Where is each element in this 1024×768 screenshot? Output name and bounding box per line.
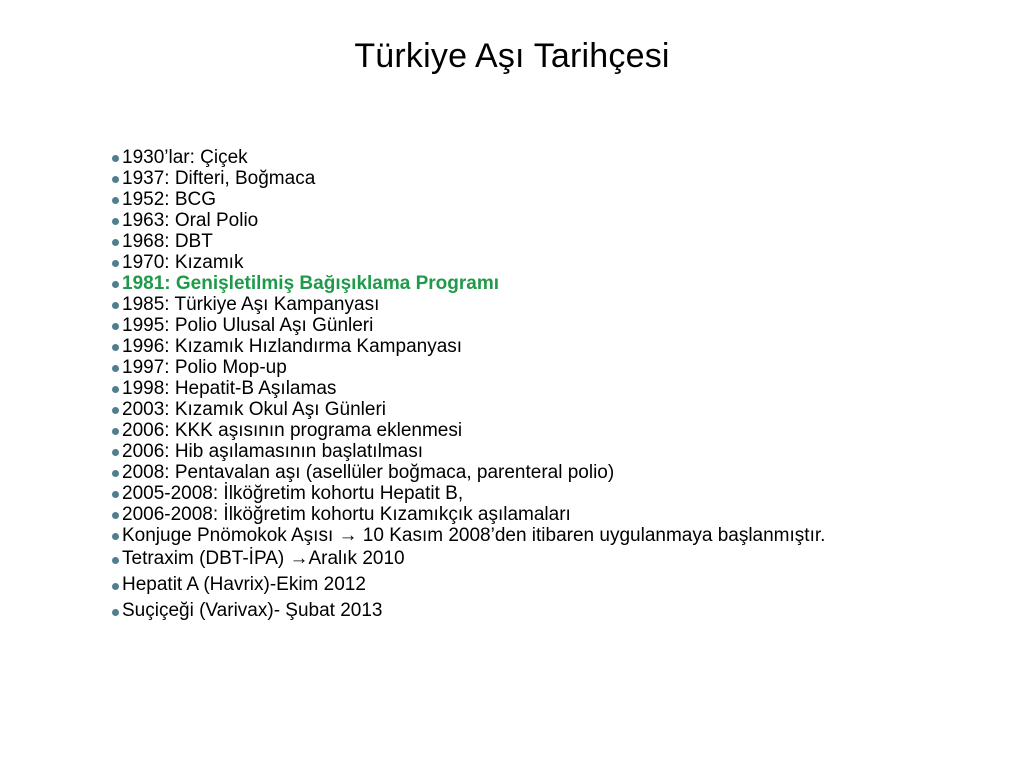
list-item-text: 1970: Kızamık	[122, 252, 244, 273]
list-item	[112, 462, 1012, 483]
list-item-text: 2006: KKK aşısının programa eklenmesi	[122, 420, 463, 441]
list-item	[112, 210, 1012, 231]
list-item-text: 1937: Difteri, Boğmaca	[122, 168, 316, 189]
list-item-text: 1963: Oral Polio	[122, 210, 259, 231]
list-item-text: Suçiçeği (Varivax)- Şubat 2013	[122, 600, 383, 621]
bullet-icon	[112, 470, 119, 477]
bullet-icon	[112, 491, 119, 498]
vaccine-history-list	[112, 147, 1012, 624]
bullet-icon	[112, 512, 119, 519]
list-item	[112, 189, 1012, 210]
list-item	[112, 315, 1012, 336]
list-item-text: Hepatit A (Havrix)-Ekim 2012	[122, 574, 366, 595]
list-item-text: Konjuge Pnömokok Aşısı → 10 Kasım 2008’den itibaren uygulanmaya başlanmıştır.	[122, 525, 826, 546]
bullet-icon	[112, 323, 119, 330]
list-item-text: 1997: Polio Mop-up	[122, 357, 287, 378]
list-item-text: 1996: Kızamık Hızlandırma Kampanyası	[122, 336, 463, 357]
list-item	[112, 252, 1012, 273]
list-item	[112, 598, 1012, 624]
list-item	[112, 441, 1012, 462]
list-item	[112, 572, 1012, 598]
list-item-text: 1985: Türkiye Aşı Kampanyası	[122, 294, 380, 315]
list-item	[112, 399, 1012, 420]
list-item	[112, 231, 1012, 252]
bullet-icon	[112, 365, 119, 372]
bullet-icon	[112, 386, 119, 393]
bullet-icon	[112, 260, 119, 267]
bullet-icon	[112, 609, 119, 616]
bullet-icon	[112, 428, 119, 435]
list-item	[112, 168, 1012, 189]
bullet-icon	[112, 583, 119, 590]
bullet-icon	[112, 218, 119, 225]
bullet-icon	[112, 533, 119, 540]
slide-title: Türkiye Aşı Tarihçesi	[354, 37, 670, 75]
list-item-text: 1968: DBT	[122, 231, 213, 252]
list-item-text: 2006: Hib aşılamasının başlatılması	[122, 441, 423, 462]
list-item-text: 1995: Polio Ulusal Aşı Günleri	[122, 315, 374, 336]
bullet-icon	[112, 155, 119, 162]
bullet-icon	[112, 239, 119, 246]
list-item	[112, 357, 1012, 378]
list-item	[112, 336, 1012, 357]
list-item-text: 1981: Genişletilmiş Bağışıklama Programı	[122, 273, 500, 294]
bullet-icon	[112, 302, 119, 309]
list-item	[112, 504, 1012, 525]
list-item	[112, 147, 1012, 168]
list-item-text: 1930’lar: Çiçek	[122, 147, 248, 168]
list-item	[112, 378, 1012, 399]
bullet-icon	[112, 281, 119, 288]
list-item-text: 2008: Pentavalan aşı (asellüler boğmaca, parenteral polio)	[122, 462, 615, 483]
list-item	[112, 483, 1012, 504]
bullet-icon	[112, 176, 119, 183]
list-item	[112, 420, 1012, 441]
list-item	[112, 294, 1012, 315]
bullet-icon	[112, 197, 119, 204]
list-item-text: 2006-2008: İlköğretim kohortu Kızamıkçık aşılamaları	[122, 504, 571, 525]
list-item-text: 1952: BCG	[122, 189, 216, 210]
list-item	[112, 546, 1012, 572]
list-item-text: 2005-2008: İlköğretim kohortu Hepatit B,	[122, 483, 464, 504]
bullet-icon	[112, 449, 119, 456]
bullet-icon	[112, 557, 119, 564]
list-item-text: 1998: Hepatit-B Aşılamas	[122, 378, 337, 399]
list-item	[112, 525, 1012, 546]
list-item-highlighted	[112, 273, 1012, 294]
list-item-text: Tetraxim (DBT-İPA) →Aralık 2010	[122, 548, 405, 569]
bullet-icon	[112, 407, 119, 414]
list-item-text: 2003: Kızamık Okul Aşı Günleri	[122, 399, 387, 420]
bullet-icon	[112, 344, 119, 351]
